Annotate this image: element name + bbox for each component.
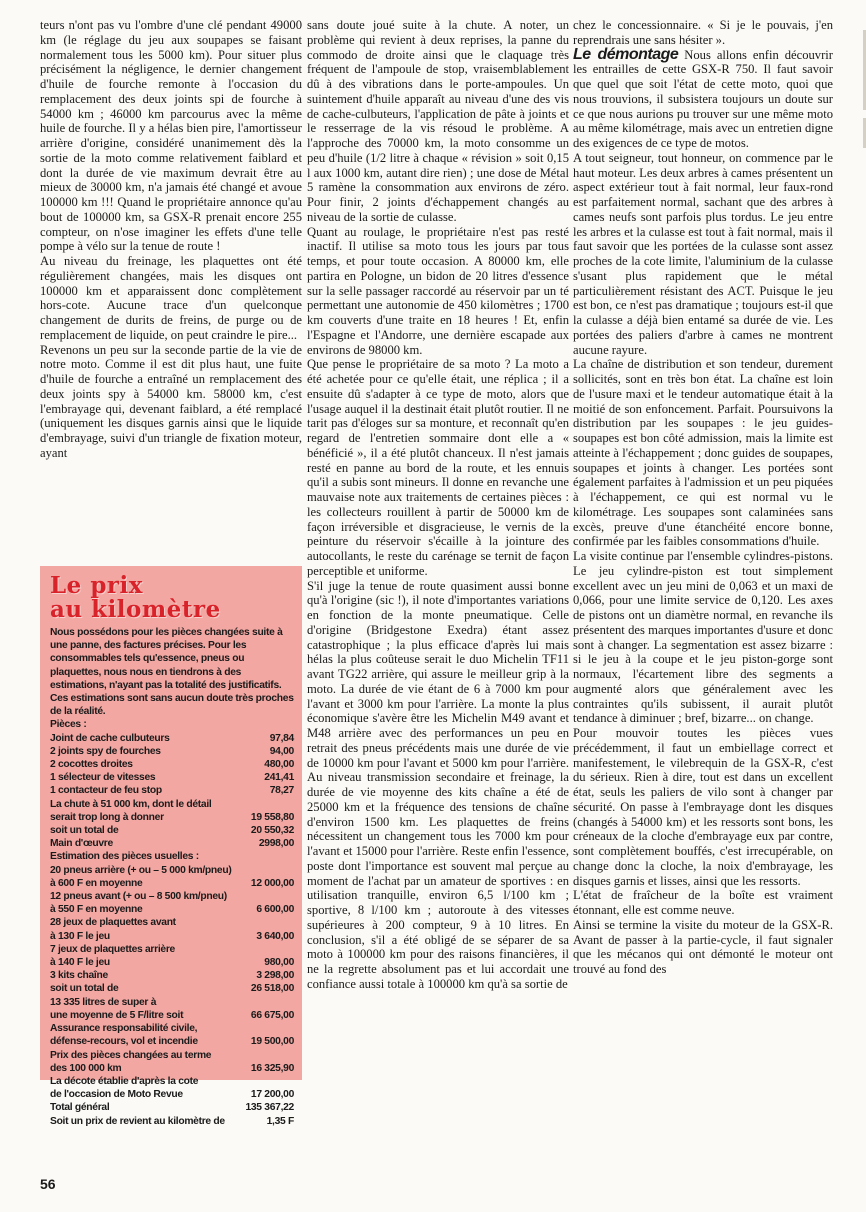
price-row [50, 956, 294, 969]
price-row-label: de l'occasion de Moto Revue [50, 1089, 183, 1101]
price-row [50, 1088, 294, 1101]
price-row-label: 20 pneus arrière (+ ou – 5 000 km/pneu) [50, 864, 232, 876]
price-row [50, 982, 294, 995]
price-row [50, 969, 294, 982]
price-row-label: soit un total de [50, 983, 119, 995]
paragraph: teurs n'ont pas vu l'ombre d'une clé pendant 49000 km (le réglage du jeu aux soupapes se faisant normalement tous les 5000 km). Pour situer plus précisément la négligence, le dernier changement d'huile de fourche remonte à l'occasion du remplacement des deux joints spi de fourche à 54000 km ; 46000 km parcourus avec la même huile de fourche. Il y a hélas bien pire, l'amortisseur arrière d'origine, considéré unanimement dès la sortie de la moto comme relativement faiblard et dont la durée de vie maximum devrait être au mieux de 30000 km, n'a jamais été changé et avoue 100000 km !!! Quand le propriétaire annonce qu'au bout de 100000 km, sa GSX-R prenait encore 255 compteur, on n'ose imaginer les effets d'une telle pompe à vélo sur la tenue de route ! [40, 18, 302, 254]
price-row [50, 745, 294, 758]
price-row-label: Estimation des pièces usuelles : [50, 851, 199, 863]
paragraph: A tout seigneur, tout honneur, on commence par le haut moteur. Les deux arbres à cames présentent un aspect extérieur tout à fait normal, leur faux-rond est parfaitement normal, sachant que des arbres à cames neufs sont parfois plus tordus. Le jeu entre les arbres et la culasse est tout à fait normal, mais il faut savoir que les portées de la culasse sont assez proches de la cote limite, l'aluminium de la culasse s'usant plus rapidement que le métal particulièrement résistant des ACT. Puisque le jeu est bon, ce n'est pas dramatique ; toujours est-il que la culasse a déjà bien entamé sa durée de vie. Les portées des paliers d'arbre à cames ne montrent aucune rayure. [573, 150, 833, 357]
price-row-label: une moyenne de 5 F/litre soit [50, 1009, 184, 1021]
price-row [50, 798, 294, 811]
price-row-value: 16 325,90 [250, 1062, 294, 1074]
price-row-label: 1 sélecteur de vitesses [50, 772, 156, 784]
price-row-label: 7 jeux de plaquettes arrière [50, 943, 175, 955]
price-row-label: 2 joints spy de fourches [50, 745, 161, 757]
price-row-value: 97,84 [269, 732, 294, 744]
price-row-label: à 550 F en moyenne [50, 904, 143, 916]
paragraph: chez le concessionnaire. « Si je le pouvais, j'en reprendrais une sans hésiter ». [573, 18, 833, 47]
section-heading: Le démontage [573, 45, 679, 63]
price-row [50, 916, 294, 929]
price-row [50, 930, 294, 943]
price-row-label: à 140 F le jeu [50, 957, 110, 969]
price-row-value: 6 600,00 [256, 904, 294, 916]
box-intro: Nous possédons pour les pièces changées suite à une panne, des factures précises. Pour les consommables tels qu'essence, pneus ou plaquettes, nous nous en tiendrons à des estimations, n'ayant pas la totalité des justificatifs. Ces estimations sont sans aucun doute très proches de la réalité. [50, 627, 294, 718]
price-row [50, 758, 294, 771]
paragraph: Au niveau du freinage, les plaquettes ont été régulièrement changées, mais les disques ont 100000 km et apparaissent donc complètement hors-cote. Aucune trace d'un quelconque changement de durits de freins, de purge ou de remplacement de liquide, on peut craindre le pire... [40, 254, 302, 342]
price-row-label: 12 pneus avant (+ ou – 8 500 km/pneu) [50, 891, 227, 903]
price-row [50, 1009, 294, 1022]
price-row-label: Total général [50, 1102, 110, 1114]
price-row-value: 12 000,00 [250, 877, 294, 889]
price-row [50, 1022, 294, 1035]
price-row-label: 3 kits chaîne [50, 970, 108, 982]
price-row-value: 17 200,00 [250, 1089, 294, 1101]
price-row [50, 943, 294, 956]
price-row-value: 3 298,00 [256, 970, 294, 982]
price-row [50, 1075, 294, 1088]
price-row [50, 1035, 294, 1048]
price-row-value: 3 640,00 [256, 930, 294, 942]
price-row-value: 2998,00 [258, 838, 294, 850]
price-row-label: défense-recours, vol et incendie [50, 1036, 198, 1048]
price-row [50, 837, 294, 850]
paragraph: Pour mouvoir toutes les pièces vues précédemment, il faut un embiellage correct et manifestement, le vilebrequin de la GSX-R, c'est du sérieux. Rien à dire, tout est dans un excellent état, seuls les paliers de vilo sont à changer par sécurité. On passe à l'embrayage dont les disques (changés à 54000 km) et les ressorts sont bons, les créneaux de la cloche d'embrayage eux par contre, sont complètement bouffés, c'est irrecupérable, on change donc la cloche, la noix d'embrayage, les disques garnis et lisses, ainsi que les ressorts. [573, 726, 833, 888]
price-row-value: 980,00 [264, 957, 294, 969]
box-title: Le prix au kilomètre [50, 572, 221, 623]
price-row [50, 850, 294, 863]
price-row-value: 26 518,00 [250, 983, 294, 995]
price-row [50, 732, 294, 745]
price-row [50, 811, 294, 824]
price-row [50, 784, 294, 797]
price-row-label: La chute à 51 000 km, dont le détail [50, 798, 212, 810]
page-number: 56 [40, 1176, 56, 1192]
price-row [50, 824, 294, 837]
price-row-label: à 600 F en moyenne [50, 877, 143, 889]
price-row-label: Main d'œuvre [50, 838, 113, 850]
price-row [50, 718, 294, 731]
price-row-label: Prix des pièces changées au terme [50, 1049, 212, 1061]
price-row [50, 877, 294, 890]
price-list [50, 718, 294, 1127]
price-row [50, 864, 294, 877]
price-row [50, 1062, 294, 1075]
price-per-km-box [40, 566, 302, 1127]
price-row-label: 28 jeux de plaquettes avant [50, 917, 176, 929]
paragraph: sans doute joué suite à la chute. A noter, un problème qui revient à deux reprises, la panne du commodo de droite ainsi que le claquage très fréquent de l'ampoule de stop, vraisemblablement dû à des vibrations dans le porte-ampoules. Un suintement d'huile apparaît au niveau d'une des vis de cache-culbuteurs, l'application de pâte à joints et le resserrage de la vis résoud le problème. A l'approche des 70000 km, la moto consomme un peu d'huile (1/2 litre à chaque « révision » soit 0,15 l aux 1000 km, autant dire rien) ; une dose de Métal 5 ramène la consommation aux environs de zéro. Pour finir, 2 joints d'échappement changés au niveau de la sortie de culasse. [307, 18, 569, 224]
price-row-label: Soit un prix de revient au kilomètre de [50, 1115, 225, 1127]
paragraph: La visite continue par l'ensemble cylindres-pistons. Le jeu cylindre-piston est tout simplement excellent avec un jeu mini de 0,063 et un maxi de 0,066, pour une limite service de 0,120. Les axes de pistons ont un diamètre normal, en revanche ils présentent des marques importantes d'usure et donc sont à changer. La segmentation est assez bizarre : si le jeu à la coupe et le jeu piston-gorge sont normaux, l'écartement libre des segments a augmenté alors que généralement avec les contraintes qu'ils subissent, il aurait plutôt tendance à diminuer ; bref, bizarre... on change. [573, 549, 833, 726]
text-column-2 [307, 18, 569, 992]
price-row [50, 996, 294, 1009]
paragraph: Revenons un peu sur la seconde partie de la vie de notre moto. Comme il est dit plus haut, une fuite d'huile de fourche a entraîné un remplacement des deux joints spy à 54000 km. 58000 km, c'est l'embrayage qui, devenant faiblard, a été remplacé (uniquement les disques garnis ainsi que le liquide d'embrayage, suivi d'un triangle de fixation moteur, ayant [40, 342, 302, 460]
price-row-value: 135 367,22 [245, 1102, 294, 1114]
price-row-label: Joint de cache culbuteurs [50, 732, 170, 744]
price-row-value: 94,00 [269, 745, 294, 757]
paragraph: La chaîne de distribution et son tendeur, durement sollicités, sont en très bon état. La chaîne est loin de l'usure maxi et le tendeur automatique était à la moitié de son enfoncement. Parfait. Poursuivons la distribution par les soupapes : le jeu guides-soupapes est bon côté admission, mais la limite est atteinte à l'échappement ; donc guides de soupapes, soupapes et joints à changer. Les portées sont également parfaites à l'admission et un peu piquées à l'échappement, ce qui est normal vu le kilométrage. Les soupapes sont calaminées sans excès, preuve d'une étanchéité encore bonne, confirmée par les faibles consommations d'huile. [573, 357, 833, 549]
price-row-value: 20 550,32 [250, 825, 294, 837]
price-row-label: des 100 000 km [50, 1062, 122, 1074]
price-row-value: 1,35 F [266, 1115, 294, 1127]
price-row-label: serait trop long à donner [50, 811, 164, 823]
paragraph: Le démontage Nous allons enfin découvrir les entrailles de cette GSX-R 750. Il faut savoir que quel que soit l'état de cette moto, quoi que nous trouvions, il subsistera toujours un doute sur ce que nous aurions pu trouver sur une même moto au même kilométrage, mais avec un entretien digne des exigences de ce type de motos. [573, 45, 833, 150]
price-row-label: Assurance responsabilité civile, [50, 1023, 198, 1035]
price-row-label: 1 contacteur de feu stop [50, 785, 162, 797]
price-row-value: 78,27 [269, 785, 294, 797]
paragraph: S'il juge la tenue de route quasiment aussi bonne qu'à l'origine (sic !), il note d'importantes variations en fonction de la monte pneumatique. Celle d'origine (Bridgestone Exedra) étant assez catastrophique ; la plus efficace d'après lui mais hélas la plus coûteuse serait le duo Michelin TF11 avant TG22 arrière, qui assure le meilleur grip à la moto. La durée de vie étant de 6 à 7000 km pour l'avant et 3000 km pour l'arrière. La monte la plus économique s'avère être les Michelin M49 avant et M48 arrière avec des performances un peu en retrait des pneus précédents mais une durée de vie de 10000 km pour l'avant et 5000 km pour l'arrière. Au niveau transmission secondaire et freinage, la durée de vie moyenne des kits chaîne a été de 25000 km et la fréquence des tensions de chaîne d'environ 1500 km. Les plaquettes de freins nécessitent un changement tous les 7000 km pour l'avant et 15000 pour l'arrière. Reste enfin l'essence, poste dont l'importance est souvent mal perçue au moment de l'achat par un amateur de sportives : en utilisation tranquille, environ 6,5 l/100 km ; sportive, 8 l/100 km ; autoroute à des vitesses supérieures à 200 compteur, 9 à 10 litres. En conclusion, s'il a été obligé de se séparer de sa moto à 100000 km pour des raisons financières, il ne la regrette absolument pas et lui accordait une confiance aussi totale à 100000 km qu'à sa sortie de [307, 578, 569, 991]
price-row-label: soit un total de [50, 825, 119, 837]
price-row [50, 1101, 294, 1114]
price-row-label: Pièces : [50, 719, 87, 731]
paragraph: Quant au roulage, le propriétaire n'est pas resté inactif. Il utilise sa moto tous les jours par tous temps, et pour toute occasion. A 80000 km, elle partira en Pologne, un bidon de 20 litres d'essence sur la selle passager raccordé au réservoir par un té permettant une autonomie de 450 kilomètres ; 1700 km couverts d'une traite en 18 heures ! Et, enfin l'Espagne et l'Andorre, une dernière escapade aux environs de 98000 km. [307, 224, 569, 357]
text-column-1 [40, 18, 302, 461]
price-row [50, 890, 294, 903]
price-row-value: 19 558,80 [250, 811, 294, 823]
price-row-value: 480,00 [264, 759, 294, 771]
price-row [50, 1115, 294, 1128]
price-row [50, 903, 294, 916]
paragraph: Que pense le propriétaire de sa moto ? La moto a été achetée pour ce qu'elle était, une réplica ; il a ensuite dû s'adapter à ce type de moto, alors que l'usage auquel il la destinait était plutôt routier. Il ne tarit pas d'éloges sur sa monture, et reconnaît qu'en regard de l'entretien sommaire dont elle a « bénéficié », il a été plutôt chanceux. Il n'est jamais resté en panne au bord de la route, et les ennuis qu'il a subis sont mineurs. Il donne en revanche une mauvaise note aux traitements de certaines pièces : les collecteurs rouillent à partir de 50000 km de façon irréversible et disgracieuse, le vernis de la peinture du réservoir s'écaille à la jointure des autocollants, le reste du carénage se ternit de façon perceptible et uniforme. [307, 357, 569, 578]
price-row-value: 19 500,00 [250, 1036, 294, 1048]
price-row-value: 241,41 [264, 772, 294, 784]
price-row-label: à 130 F le jeu [50, 930, 110, 942]
price-row [50, 771, 294, 784]
text-column-3 [573, 18, 833, 977]
paragraph: L'état de fraîcheur de la boîte est vraiment étonnant, elle est comme neuve. [573, 888, 833, 917]
price-row [50, 1049, 294, 1062]
paragraph: Ainsi se termine la visite du moteur de la GSX-R. Avant de passer à la partie-cycle, il faut signaler que les mécanos qui ont démonté le moteur ont trouvé au fond des [573, 917, 833, 976]
price-row-label: 2 cocottes droites [50, 759, 133, 771]
price-row-label: La décote établie d'après la cote [50, 1075, 199, 1087]
price-row-value: 66 675,00 [250, 1009, 294, 1021]
price-row-label: 13 335 litres de super à [50, 996, 157, 1008]
